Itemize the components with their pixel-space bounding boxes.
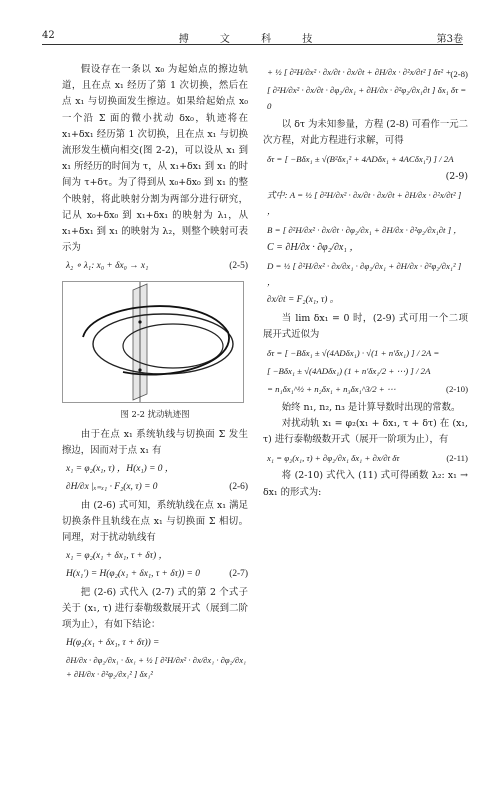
equation-number: (2-11)	[446, 453, 468, 464]
paragraph: 对扰动轨 x₁ = φ₂(x₁ + δx₁, τ + δτ) 在 (x₁, τ) 进行泰勒级数开式（展开一阶项为止），有	[263, 417, 468, 446]
definition-C: C = ∂H/∂x · ∂φ₂/∂x₁ ，	[267, 241, 360, 253]
journal-name: 搏 文 科 技	[178, 34, 327, 45]
definition-B: B = [ ∂²H/∂x² · ∂x/∂t · ∂φ₂/∂x₁ + ∂H/∂x · ∂²φ₂/∂x₁∂t ] ，	[267, 224, 463, 235]
equation-expansion-terms: ∂H/∂x · ∂φ₂/∂x₁ · δx₁ + ½ [ ∂²H/∂x² · ∂x/∂x₁ · ∂φ₂/∂x₁ + ∂H/∂x · ∂²φ₂/∂x₁² ] δx₁²	[66, 655, 247, 680]
figure-perturbed-trajectory	[62, 281, 244, 403]
equation-2-5: λ₂ ∘ λ₁: x₀ + δx₀ → x₁ (2-5)	[62, 258, 248, 274]
paragraph: 假设存在一条以 x₀ 为起始点的擦边轨道，且在点 x₁ 经历了第 1 次切换，然后在点 x₁ 与切换面发生擦边。如果给起始点 x₀ 一个沿 Σ 面的微小扰动 δx₀，轨迹将在 x₁+δx₁ 经历第 1 次切换，且在点 x₁ 与切换流形发生横向相交(图 2-2)，可以设从 x₁ 到 x₁ 所经历的时间为 τ，从 x₁+δx₁ 到 x₁ 的时间为 τ+δτ。为了得到从 x₀+δx₀ 到 x₁ 的整个映射，将此映射分割为两部分进行研究，记从 x₀+δx₀ 到 x₁+δx₁ 的映射为 λ₁，从 x₁+δx₁ 到 x₁ 的映射为 λ₂，则整个映射可表示为	[62, 64, 248, 254]
paragraph: 当 lim δx₁ = 0 时，(2-9) 式可用一个二项展开式近似为	[263, 312, 468, 340]
equation-number: (2-5)	[229, 261, 248, 272]
definition-F: ∂x/∂t = F₂(x₁, τ) 。	[267, 295, 340, 306]
equation-2-7a: x₁ = φ₂(x₁ + δx₁, τ + δτ) ，	[66, 551, 168, 562]
equation-2-11: x₁ = φ₂(x₁, τ) + ∂φ₂/∂x₁ δx₁ + ∂x/∂t δτ (2-11)	[263, 450, 468, 466]
equation-2-7b: H(x₁′) = H(φ₂(x₁ + δx₁, τ + δτ)) = 0 (2-7)	[62, 566, 248, 582]
equation-2-9: δτ = [ −Bδx₁ ± √(B²δx₁² + 4ADδx₁ + 4ACδx₁²) ] / 2A	[267, 154, 454, 165]
volume-label: 第3卷	[436, 34, 463, 45]
paragraph: 以 δτ 为未知参量，方程 (2-8) 可看作一元二次方程，对此方程进行求解，可得	[263, 118, 468, 146]
definition-D: D = ½ [ ∂²H/∂x² · ∂x/∂x₁ · ∂φ₂/∂x₁ + ∂H/∂x · ∂²φ₂/∂x₁² ] ，	[267, 261, 462, 288]
equation-2-9-number-row	[263, 169, 468, 185]
equation-expansion: H(φ₂(x₁ + δx₁, τ + δτ)) =	[66, 638, 160, 649]
paragraph: 始终 n₁, n₂, n₃ 是计算导数时出现的常数。	[281, 401, 461, 413]
equation-2-10a: δτ = [ −Bδx₁ ± √(4ADδx₁) · √(1 + n′δx₁) ] / 2A =	[267, 348, 440, 359]
left-column	[62, 62, 248, 683]
equation-2-6a: x₁ = φ₂(x₁, τ) ，H(x₁) = 0 ，	[66, 464, 175, 475]
paragraph: 由于在点 x₁ 系统轨线与切换面 Σ 发生擦边，因而对于点 x₁ 有	[62, 428, 248, 457]
running-header	[42, 28, 463, 45]
paragraph: 由 (2-6) 式可知，系统轨线在点 x₁ 满足切换条件且轨线在点 x₁ 与切换面 Σ 相切。同理，对于扰动轨线有	[62, 499, 248, 544]
equation-number: (2-8)	[450, 69, 468, 80]
equation-number: (2-10)	[446, 384, 468, 395]
equation-2-6b: ∂H/∂x |ₓ₌ₓ₁ · F₂(x, τ) = 0 (2-6)	[62, 479, 248, 495]
equation-number: (2-6)	[229, 482, 248, 493]
paragraph: 把 (2-6) 式代入 (2-7) 式的第 2 个式子关于 (x₁, τ) 进行泰勒级数展开式（展到二阶项为止），有如下结论：	[62, 586, 248, 631]
equation-2-8a: + ½ [ ∂²H/∂x² · ∂x/∂t · ∂x/∂t + ∂H/∂x · ∂²x/∂t² ] δτ² +	[267, 67, 452, 77]
right-column	[263, 62, 468, 501]
figure-caption: 图 2-2 扰动轨迹图	[120, 408, 190, 419]
equation-number: (2-9)	[445, 171, 468, 183]
definition-A: 式中: A = ½ [ ∂²H/∂x² · ∂x/∂t · ∂x/∂t + ∂H/∂x · ∂²x/∂t² ] ，	[267, 190, 462, 217]
trajectory-figure	[63, 282, 243, 402]
page-number: 42	[42, 30, 55, 41]
equation-2-8b: [ ∂²H/∂x² · ∂x/∂t · ∂φ₂/∂x₁ + ∂H/∂x · ∂²φ₂/∂x₁∂t ] δx₁ δτ = 0 (2-8)	[263, 82, 468, 114]
paragraph: 将 (2-10) 式代入 (11) 式可得函数 λ₂: x₁ → δx₁ 的形式为:	[263, 470, 468, 498]
equation-2-10b: [ −Bδx₁ ± √(4ADδx₁) (1 + n′δx₁/2 + ⋯) ] / 2A	[267, 366, 431, 377]
equation-number: (2-7)	[229, 569, 248, 580]
equation-2-10c: = n₁δx₁^½ + n₂δx₁ + n₃δx₁^3/2 + ⋯ (2-10)	[263, 381, 468, 397]
